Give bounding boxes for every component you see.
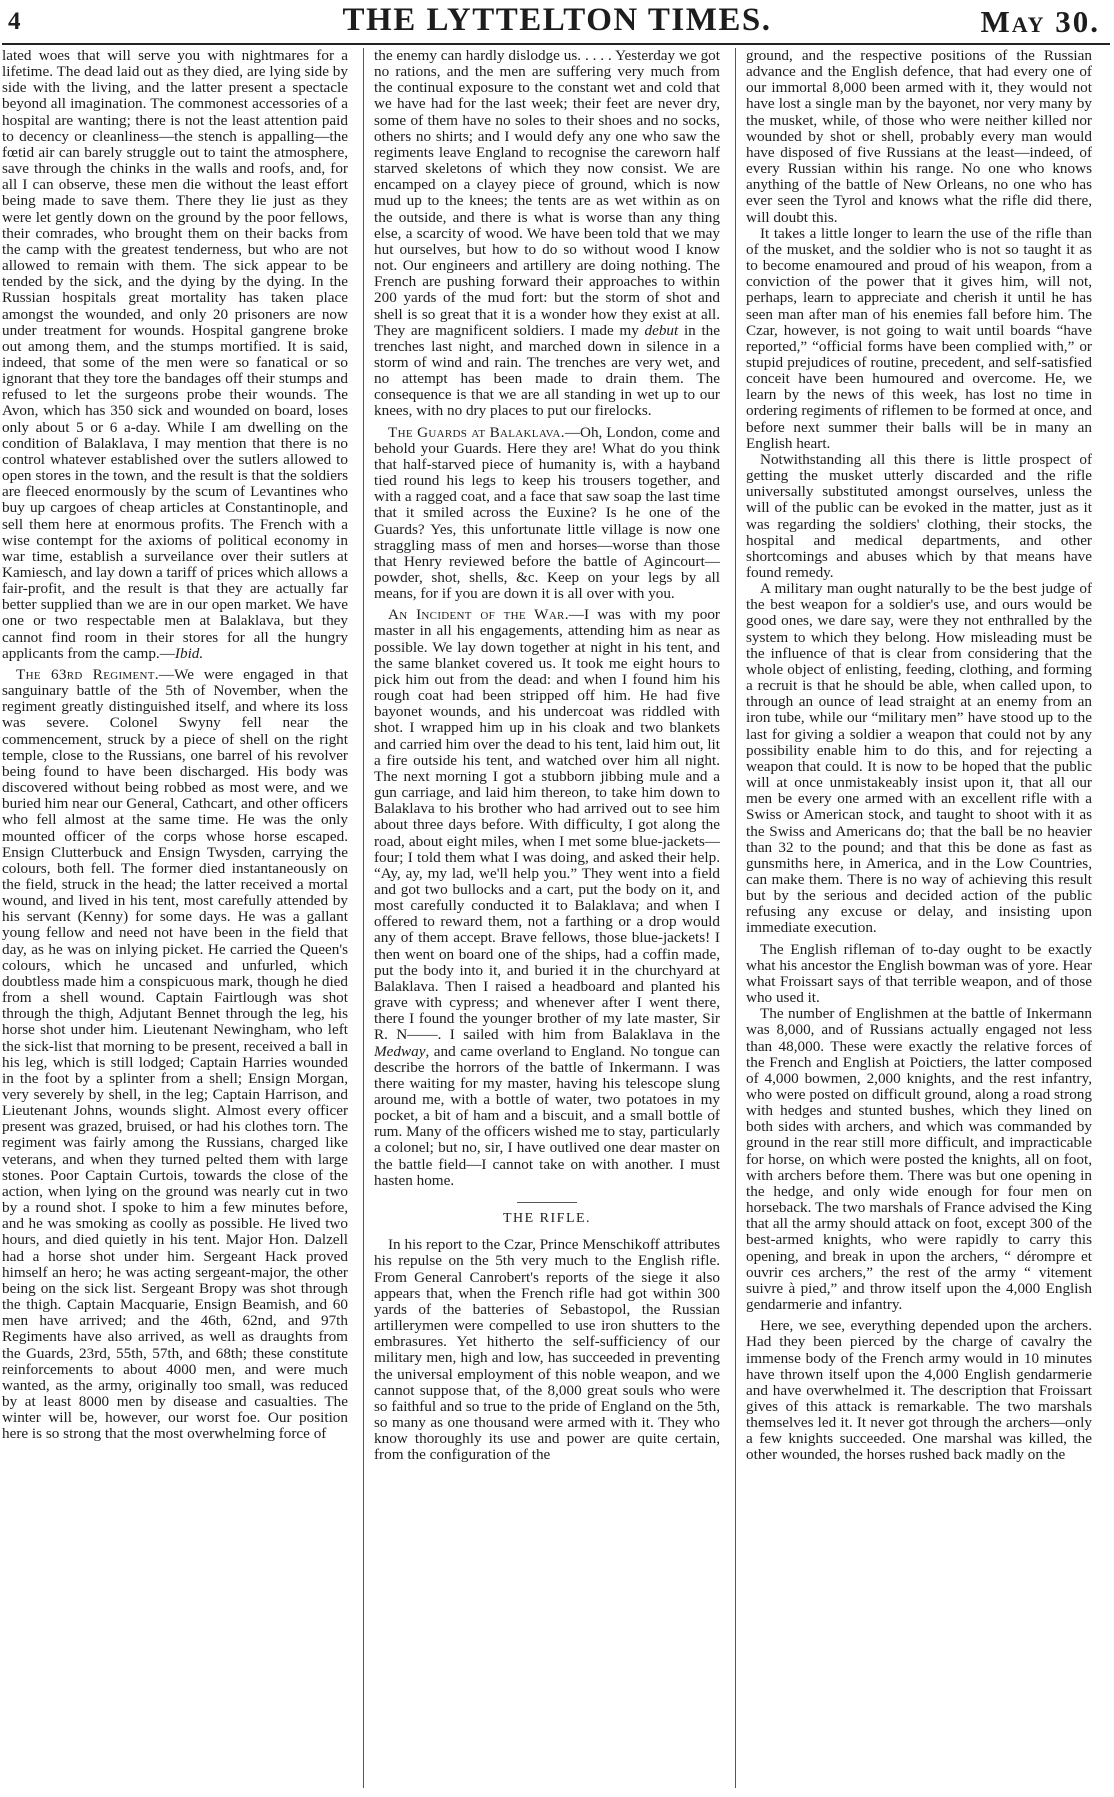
article-heading: An Incident of the War. (388, 606, 569, 624)
article-paragraph: The number of Englishmen at the battle of Inkermann was 8,000, and of Russians actually engaged not less than 48,000. These were exactly the relative forces of the French and English at Poictiers, the latter composed of 4,000 bowmen, 2,000 knights, and the rest infantry, who were posted on difficult ground, along a road strong with hedges and stunted bushes, which they lined on both sides with archers, and which was commanded by ground in the rear still more difficult, and impracticable for horse, on which were posted the knights, all on foot, with archers before them. There was but one opening in the hedge, and only wide enough for four men on horseback. The two marshals of France advised the King that all the army should attack on foot, except 300 of the best-armed knights, who were rapidly to carry this opening, and break in upon the archers, “ dérompre et ouvrir ces archers,” the rest of the army “ vitement suivre à pied,” and throw itself upon the 4,000 English gendarmerie and infantry. (746, 1005, 1092, 1314)
newspaper-title: THE LYTTELTON TIMES. (342, 2, 772, 38)
column-2 (374, 48, 720, 1790)
italic-word: debut (644, 321, 679, 339)
article-paragraph: In his report to the Czar, Prince Menschikoff attributes his repulse on the 5th very much to the English rifle. From General Canrobert's reports of the siege it also appears that, when the French rifle had got within 300 yards of the batteries of Sebastopol, the Russian artillerymen were compelled to use iron shutters to the embrasures. Yet hitherto the self-sufficiency of our military men, high and low, has succeeded in preventing the universal employment of this noble weapon, and we cannot suppose that, of the 8,000 great souls who were so faithful and so true to the pride of England on the 5th, so many as one thousand were armed with it. They who know thoroughly its use and power are quite certain, from the configuration of the (374, 1236, 720, 1464)
paragraph-text: lated woes that will serve you with nightmares for a lifetime. The dead laid out as they died, are lying side by side with the living, and the latter present a spectacle beyond all imagination. The commonest accessories of a hospital are wanting; there is not the least attention paid to decency or cleanliness—the stench is appalling—the fœtid air can barely struggle out to taint the atmosphere, save through the chinks in the walls and roofs, and, for all I can observe, these men die without the least effort being made to save them. There they lie just as they were let gently down on the ground by the poor fellows, their comrades, who brought them on their backs from the camp with the greatest tenderness, but who are not allowed to remain with them. The sick appear to be tended by the sick, and the dying by the dying. In the Russian hospitals great mortality has taken place amongst the wounded, and only 20 prisoners are now under treatment for wounds. Hospital gangrene broke out among them, and the stumps mortified. It is said, indeed, that some of the men were so fanatical or so ignorant that they tore the bandages off their stumps and refused to let the surgeons probe their wounds. The Avon, which has 350 sick and wounded on board, loses only about 5 or 6 a-day. While I am dwelling on the condition of Balaklava, I may mention that there is no control whatever established over the sutlers allowed to open stores in the town, and the result is that the soldiers are fleeced enormously by the scum of Levantines who buy up cargoes of cheap articles at Constantinople, and sell them here at enormous profits. The French with a wise contempt for the axioms of political economy in war time, establish a surveilance over their sutlers at Kamiesch, and lay down a tariff of prices which allows a fair-profit, and the result is that they are actually far better supplied than we are in our open market. We have one or two respectable men at Balaklava, but they cannot find room in their stores for all the hungry applicants from the camp.— (2, 48, 348, 662)
paragraph-text: in the trenches last night, and marched down in silence in a storm of wind and rain. The trenches are very wet, and no attempt has been made to drain them. The consequence is that we are all standing in wet up to our knees, with no dry places to put our firelocks. (374, 321, 720, 420)
article-paragraph (374, 607, 720, 1189)
paragraph-text: —I was with my poor master in all his engagements, attending him as near as possible. We lay down together at night in his tent, and the same blanket covered us. It took me eight hours to pick him out from the dead: and when I found him his rough coat had been stripped off him. He had five bayonet wounds, and his undercoat was riddled with shot. I wrapped him up in his cloak and two blankets and carried him over the dead to his tent, laid him out, lit a fire outside his tent, and watched over him all night. The next morning I got a stubborn jibbing mule and a gun carriage, and laid him thereon, to take him down to Balaklava to his brother who had arrived out to see him about three days before. With difficulty, I got along the road, about eight miles, when I met some blue-jackets—four; I told them what I was doing, and asked their help. “Ay, ay, my lad, we'll help you.” They went into a field and got two bullocks and a cart, put the body on it, and most carefully conducted it to Balaklava; and when I offered to reward them, not a farthing or a drop would any of them accept. Brave fellows, those blue-jackets! I then went on board one of the ships, had a coffin made, put the body into it, and buried it in the churchyard at Balaklava. Then I raised a headboard and planted his grave with cypress; and whenever after I went there, there I found the younger brother of my late master, Sir R. N——. I sailed with him from Balaklava in the (374, 606, 720, 1044)
article-heading: The Guards at Balaklava. (388, 423, 565, 441)
column-3 (746, 48, 1092, 1790)
paragraph-text: , and came overland to England. No tongue can describe the horrors of the battle of Inkermann. I was there waiting for my master, having his telescope slung around me, with a bottle of water, two potatoes in my pocket, a bit of ham and a biscuit, and a small bottle of rum. Many of the officers wished me to stay, particularly a colonel; but no, sir, I have outlived one dear master on the battle field—I cannot take on with another. I must hasten home. (374, 1042, 720, 1189)
section-rule (517, 1202, 577, 1209)
article-paragraph: A military man ought naturally to be the best judge of the best weapon for a soldier's use, and ours would be good ones, we dare say, were they not enthralled by the system to which they belong. How misleading must be the influence of that is clear from considering that the whole object of enlisting, feeding, clothing, and forming a recruit is that he should be able, when called upon, to through an ounce of lead straight at an enemy from an iron tube, while our “military men” have stood up to the last for giving a soldier a weapon that could not by any possibility enable him to do this, and for rejecting a weapon that could. It is now to be hoped that the public will at once unmistakeably insist upon it, that all our men be every one armed with an excellent rifle with a Swiss or American stock, and taught to shoot with it as the Swiss and Americans do; that the ball be no heavier than 32 to the pound; and that this be done as fast as gunsmiths here, in America, and in the Low Countries, can make them. There is no way of achieving this result but by the serious and decided action of the public refusing any excuse or delay, and insisting upon immediate execution. (746, 580, 1092, 937)
column-divider (735, 48, 736, 1788)
article-paragraph: Here, we see, everything depended upon the archers. Had they been pierced by the charge of cavalry the immense body of the French army would in 10 minutes have thrown itself upon the 4,000 English gendarmerie and have overwhelmed it. The description that Froissart gives of this attack is remarkable. The two marshals themselves led it. It never got through the archers—only a few knights succeeded. One marshal was killed, the other wounded, the horses rushed back madly on the (746, 1317, 1092, 1464)
article-paragraph: ground, and the respective positions of the Russian advance and the English defence, that had every one of our immortal 8,000 been armed with it, they would not have lost a single man by the bayonet, nor very many by the musket, while, of those who were neither killed nor wounded by shot or shell, probably every man would have disposed of five Russians at the least—indeed, of every Russian within his range. No one who knows anything of the battle of New Orleans, no one who has ever seen the Tyrol and knows what the rifle did there, will doubt this. (746, 48, 1092, 226)
source-citation: Ibid. (174, 644, 204, 662)
article-paragraph (2, 48, 348, 662)
article-heading: The 63rd Regiment. (16, 665, 159, 683)
ship-name: Medway (374, 1042, 426, 1060)
paragraph-text: —Oh, London, come and behold your Guards. Here they are! What do you think that half-starved piece of humanity is, with a hayband tied round his legs to keep his trousers together, and with a ragged coat, and a face that saw soap the last time that it smiled across the Euxine? Is he one of the Guards? Yes, this unfortunate little village is now one straggling mass of men and horses—worse than those that Henry reviewed before the battle of Agincourt—powder, shot, shells, &c. Keep on your legs by all means, for if you are down it is all over with you. (374, 423, 720, 603)
paragraph-text: —We were engaged in that sanguinary battle of the 5th of November, when the regiment greatly distinguished itself, and where its loss was severe. Colonel Swyny fell near the commencement, struck by a piece of shell on the right temple, close to the Russians, one barrel of his revolver being found to have been discharged. His body was discovered without being robbed as most were, and we buried him near our General, Cathcart, and other officers who fell almost at the same time. He was the only mounted officer of the corps whose horse escaped. Ensign Clutterbuck and Ensign Twysden, carrying the colours, both fell. The former died instantaneously on the field, struck in the head; the latter received a mortal wound, and lived in his tent, most carefully attended by his servant (Kenny) for some days. He was a gallant young fellow and need not have been in the field that day, as he was on inlying picket. He carried the Queen's colours, which he uncased and unfurled, which doubtless made him a conspicuous mark, though he died from a shell wound. Captain Fairtlough was shot through the thigh, Adjutant Bennet through the leg, his horse shot under him. Lieutenant Newingham, who left the sick-list that morning to be present, received a ball in his leg, which is still lodged; Captain Harries wounded in the foot by a splinter from a shell; Ensign Morgan, very severely by shell, in the leg; Captain Harrison, and Lieutenant Johns, wounds slight. Almost every officer present was grazed, bruised, or had his clothes torn. The regiment was fairly among the Russians, charged like veterans, and when they turned pelted them with large stones. Poor Captain Curtois, towards the close of the action, when lying on the ground was nearly cut in two by a round shot. I spoke to him a few minutes before, and he was smoking as coolly as possible. He lived two hours, and died quietly in his tent. Major Hon. Dalzell had a horse shot under him. Sergeant Hack proved himself an hero; he was acting sergeant-major, the other being on the sick list. Sergeant Bropy was shot through the thigh. Captain Macquarie, Ensign Beamish, and 60 men have arrived; and the 46th, 62nd, and 97th Regiments have also arrived, as well as draughts from the Guards, 23rd, 55th, 57th, and 68th; these constitute reinforcements to about 4000 men, and were much wanted, as the army, originally too small, was reduced by at least 8000 men by disease and casualties. The winter will be, however, our worst foe. Our position here is so strong that the most overwhelming force of (2, 665, 348, 1443)
article-paragraph: The English rifleman of to-day ought to be exactly what his ancestor the English bowman was of yore. Hear what Froissart says of that terrible weapon, and of those who used it. (746, 940, 1092, 1007)
masthead-rule (2, 43, 1110, 45)
page-number: 4 (8, 8, 21, 35)
article-paragraph (374, 425, 720, 603)
section-heading (374, 1198, 720, 1227)
masthead (4, 0, 1110, 40)
paragraph-text: the enemy can hardly dislodge us. . . . . Yesterday we got no rations, and the men are suffering very much from the continual exposure to the constant wet and cold that we have had for the last week; their feet are never dry, some of them have no soles to their shoes and no socks, others no shirts; and I would defy any one who saw the regiments leave England to recognise the careworn half starved skeletons of which they now consist. We are encamped on a clayey piece of ground, which is now mud up to the knees; the tents are as wet within as on the outside, and there is what is worse than any thing else, a scarcity of wood. We have been told that we may hut ourselves, but how to do so without wood I know not. Our engineers and artillery are doing nothing. The French are pushing forward their approaches to within 200 yards of the mud fort: but the storm of shot and shell is so great that it is a wonder how they exist at all. They are magnificent soldiers. I made my (374, 48, 720, 339)
article-paragraph (2, 667, 348, 1443)
article-paragraph: Notwithstanding all this there is little prospect of getting the musket utterly discarded and the rifle universally substituted amongst ourselves, unless the will of the public can be evoked in the matter, just as it was regarding the soldiers' clothing, their stocks, the hospital and medical departments, and other shortcomings and abuses which by that means have found remedy. (746, 450, 1092, 581)
article-paragraph (374, 48, 720, 420)
column-1 (2, 48, 348, 1790)
section-title: THE RIFLE. (502, 1211, 592, 1227)
issue-date: May 30. (980, 4, 1100, 39)
column-divider (363, 48, 364, 1788)
article-paragraph: It takes a little longer to learn the use of the rifle than of the musket, and the soldier who is not so taught it as to become enamoured and proud of his weapon, from a conviction of the power that it gives him, will not, perhaps, learn to appreciate and cherish it until he has seen man after man of his enemies fall before him. The Czar, however, is not going to wait until boards “have reported,” “official forms have been complied with,” or stupid prejudices of routine, precedent, and self-satisfied conceit have been humoured and overcome. He, we learn by the news of this week, has lost no time in ordering regiments of riflemen to be formed at once, and before next summer their balls will be in many an English heart. (746, 224, 1092, 452)
